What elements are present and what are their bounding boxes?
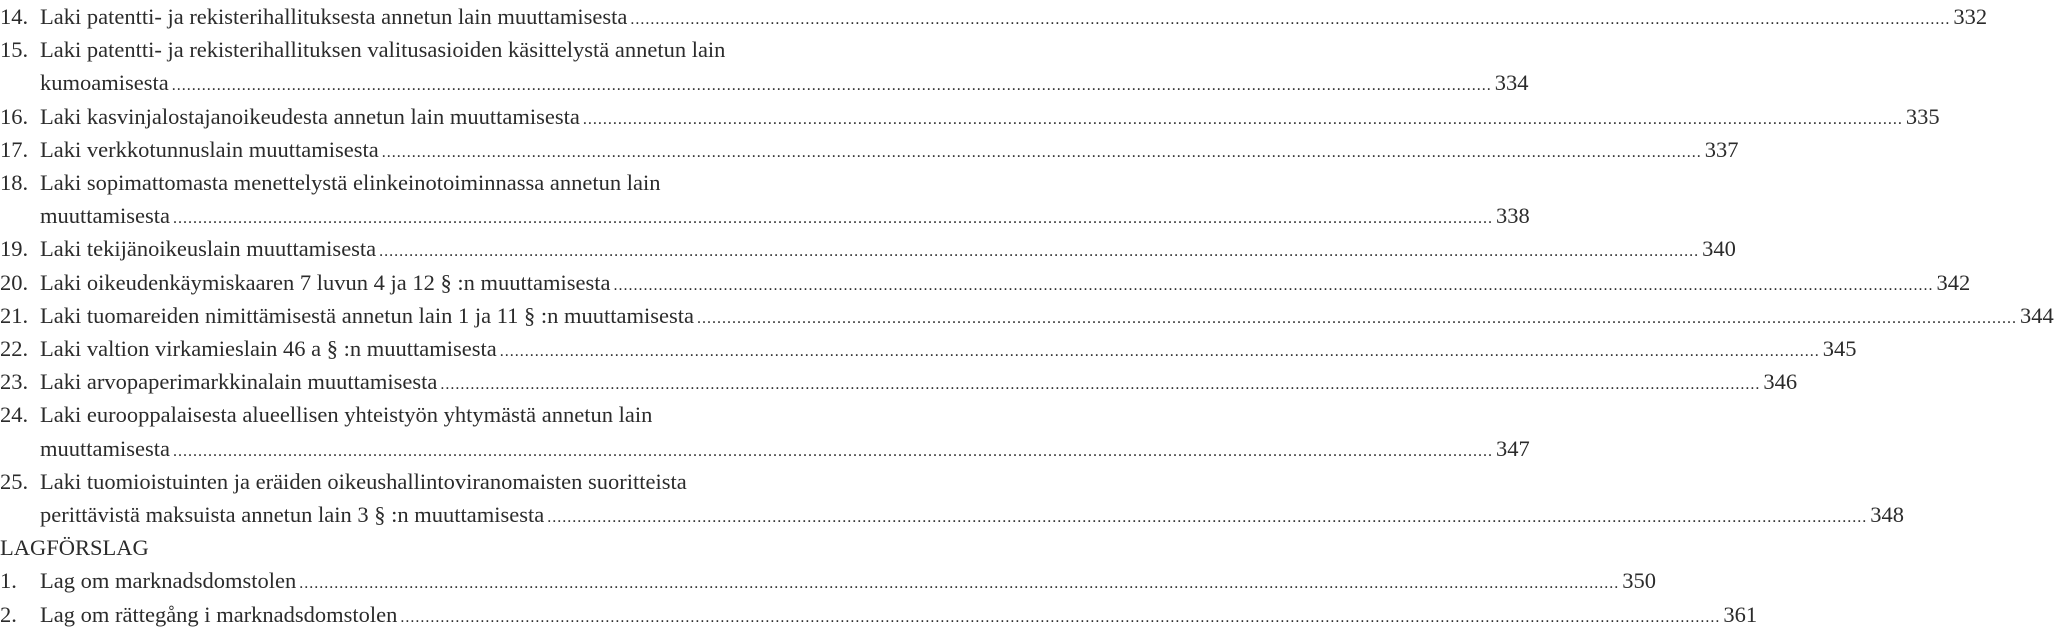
- page-number: 344: [2020, 302, 2054, 328]
- toc-entry-line: [0, 398, 960, 431]
- dot-leader: [379, 235, 1699, 268]
- section-heading: LAGFÖRSLAG: [0, 535, 149, 561]
- entry-number: 14.: [0, 4, 29, 29]
- page-number: 345: [1822, 336, 1857, 361]
- page-number: 361: [1723, 601, 1758, 627]
- toc-entry-line: [0, 33, 960, 66]
- dot-leader: [400, 601, 1720, 634]
- entry-number: 18.: [0, 170, 29, 195]
- entry-title: Laki patentti- ja rekisterihallituksesta annetun lain muuttamisesta: [40, 4, 628, 29]
- entry-number: 2.: [0, 601, 17, 627]
- dot-leader: [583, 103, 1903, 136]
- entry-title: Laki valtion virkamieslain 46 a § :n muuttamisesta: [40, 336, 497, 361]
- entry-title-continuation: perittävistä maksuista annetun lain 3 § :n muuttamisesta: [40, 502, 545, 527]
- entry-title: Laki tekijänoikeuslain muuttamisesta: [40, 236, 377, 262]
- entry-title: Laki oikeudenkäymiskaaren 7 luvun 4 ja 12 § :n muuttamisesta: [40, 269, 611, 295]
- entry-title: Laki arvopaperimarkkinalain muuttamisesta: [40, 369, 438, 395]
- entry-number: 15.: [0, 37, 29, 63]
- dot-leader: [547, 501, 1867, 534]
- entry-title: Laki sopimattomasta menettelystä elinkeinotoiminnassa annetun lain: [40, 170, 661, 195]
- entry-title: Laki verkkotunnuslain muuttamisesta: [40, 136, 379, 162]
- dot-leader: [172, 69, 1492, 102]
- entry-number: 25.: [0, 468, 29, 494]
- toc-entry-line: [0, 365, 1798, 398]
- page-number: 340: [1702, 236, 1736, 262]
- dot-leader: [614, 269, 1934, 302]
- entry-number: 20.: [0, 269, 29, 295]
- toc-entry-line: [0, 232, 1736, 265]
- entry-number: 23.: [0, 369, 29, 395]
- entry-title-continuation: muuttamisesta: [40, 435, 170, 461]
- entry-title-continuation: kumoamisesta: [40, 70, 169, 96]
- entry-number: 19.: [0, 236, 29, 262]
- toc-entry-continuation-line: [40, 199, 1530, 232]
- dot-leader: [697, 302, 2017, 335]
- entry-title-continuation: muuttamisesta: [40, 203, 170, 229]
- dot-leader: [440, 368, 1760, 401]
- toc-entry-continuation-line: [40, 66, 1529, 99]
- entry-number: 22.: [0, 336, 29, 361]
- toc-entry-line: [0, 465, 960, 498]
- toc-entry-line: [0, 332, 1857, 365]
- entry-title: Lag om marknadsdomstolen: [40, 568, 297, 594]
- dot-leader: [173, 202, 1493, 235]
- entry-title: Laki tuomareiden nimittämisestä annetun lain 1 ja 11 § :n muuttamisesta: [40, 302, 695, 328]
- entry-number: 16.: [0, 103, 29, 129]
- entry-number: 17.: [0, 136, 29, 162]
- dot-leader: [173, 435, 1493, 468]
- toc-entry-continuation-line: [40, 432, 1530, 465]
- entry-number: 21.: [0, 302, 29, 328]
- toc-entry-sv-line: [0, 564, 1656, 597]
- entry-title: Laki kasvinjalostajanoikeudesta annetun lain muuttamisesta: [40, 103, 580, 129]
- toc-entry-line: [0, 166, 960, 199]
- entry-title: Laki eurooppalaisesta alueellisen yhteistyön yhtymästä annetun lain: [40, 402, 653, 428]
- page-number: 348: [1870, 502, 1905, 527]
- dot-leader: [382, 136, 1702, 169]
- page-number: 346: [1763, 369, 1798, 395]
- page-number: 334: [1494, 70, 1529, 96]
- toc-entry-line: [0, 266, 1971, 299]
- page-number: 342: [1936, 269, 1971, 295]
- toc-entry-sv-line: [0, 598, 1758, 631]
- page-number: 332: [1953, 4, 1988, 29]
- page-number: 347: [1495, 435, 1530, 461]
- entry-title: Laki tuomioistuinten ja eräiden oikeushallintoviranomaisten suoritteista: [40, 468, 687, 494]
- dot-leader: [630, 3, 1950, 36]
- entry-title: Lag om rättegång i marknadsdomstolen: [40, 601, 398, 627]
- toc-entry-line: [0, 299, 2054, 332]
- toc-entry-line: [0, 0, 1988, 33]
- entry-title: Laki patentti- ja rekisterihallituksen valitusasioiden käsittelystä annetun lain: [40, 37, 726, 63]
- page-number: 338: [1495, 203, 1530, 229]
- page-number: 337: [1704, 136, 1739, 162]
- dot-leader: [500, 335, 1820, 368]
- entry-number: 1.: [0, 568, 17, 594]
- toc-entry-line: [0, 100, 1940, 133]
- toc-entry-continuation-line: [40, 498, 1905, 531]
- entry-number: 24.: [0, 402, 29, 428]
- dot-leader: [299, 567, 1619, 600]
- page-number: 350: [1622, 568, 1656, 594]
- toc-entry-line: [0, 133, 1739, 166]
- page-number: 335: [1905, 103, 1940, 129]
